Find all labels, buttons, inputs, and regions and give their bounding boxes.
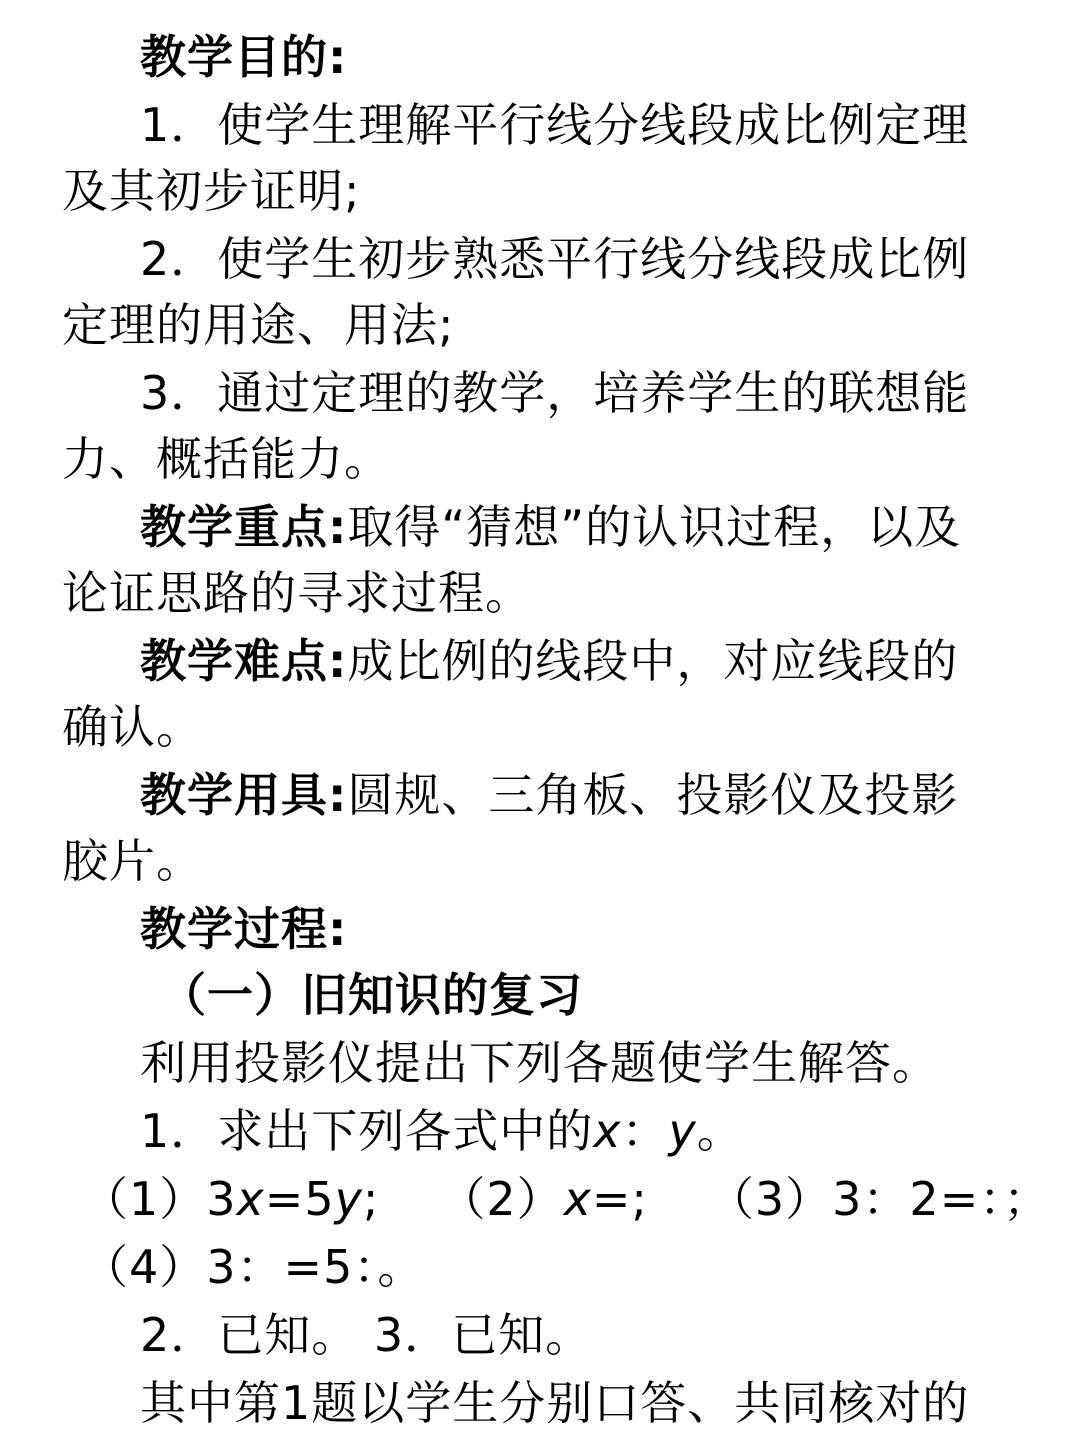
section-1-heading: （一）旧知识的复习 [160, 968, 583, 1022]
goal-3-line-2: 力、概括能力。 [62, 432, 391, 486]
last-line: 其中第1题以学生分别口答、共同核对的 [140, 1376, 970, 1430]
tools-text: 圆规、三角板、投影仪及投影 [347, 768, 959, 822]
process-heading: 教学过程: [140, 902, 348, 956]
difficulty-text: 成比例的线段中，对应线段的 [347, 634, 959, 688]
difficulty-line-2: 确认。 [62, 700, 203, 754]
question-1-end: 。 [696, 1104, 744, 1158]
question-1-colon: ： [621, 1104, 669, 1158]
part-1-end: ; [362, 1172, 380, 1226]
tools-label: 教学用具: [140, 768, 348, 822]
question-1-part-4-line: （4）3：=5：。 [82, 1240, 425, 1294]
tools-line-2: 胶片。 [62, 834, 203, 888]
part-2-x: x [563, 1172, 592, 1226]
part-1-x: x [236, 1172, 265, 1226]
difficulty-label: 教学难点: [140, 634, 348, 688]
key-point-line-2: 论证思路的寻求过程。 [62, 566, 532, 620]
question-1-prefix: 1．求出下列各式中的 [140, 1104, 594, 1158]
question-1-x: x [593, 1104, 622, 1158]
part-1-mid: =5 [264, 1172, 335, 1226]
part-2-end: =; [591, 1172, 648, 1226]
part-1-y: y [334, 1172, 363, 1226]
question-1-y: y [668, 1104, 697, 1158]
question-1-parts-line [82, 1166, 1050, 1232]
key-point-line-1 [140, 494, 961, 560]
key-point-label: 教学重点: [140, 500, 348, 554]
goal-2-line-2: 定理的用途、用法; [62, 298, 455, 352]
question-1-line [140, 1098, 744, 1164]
question-2-3-line: 2．已知。 3．已知。 [140, 1308, 593, 1362]
part-1-label: （1）3 [82, 1172, 237, 1226]
goal-1-line-2: 及其初步证明; [62, 164, 361, 218]
difficulty-line-1 [140, 628, 958, 694]
intro-line: 利用投影仪提出下列各题使学生解答。 [140, 1036, 939, 1090]
part-3: （3）3：2=：； [707, 1172, 1051, 1226]
goal-2-line-1: 2．使学生初步熟悉平行线分线段成比例 [140, 232, 970, 286]
tools-line-1 [140, 762, 958, 828]
goal-1-line-1: 1．使学生理解平行线分线段成比例定理 [140, 98, 970, 152]
key-point-text: 取得“猜想”的认识过程，以及 [347, 500, 962, 554]
goal-heading: 教学目的: [140, 30, 348, 84]
goal-3-line-1: 3．通过定理的教学，培养学生的联想能 [140, 366, 970, 420]
part-2-label: （2） [439, 1172, 564, 1226]
